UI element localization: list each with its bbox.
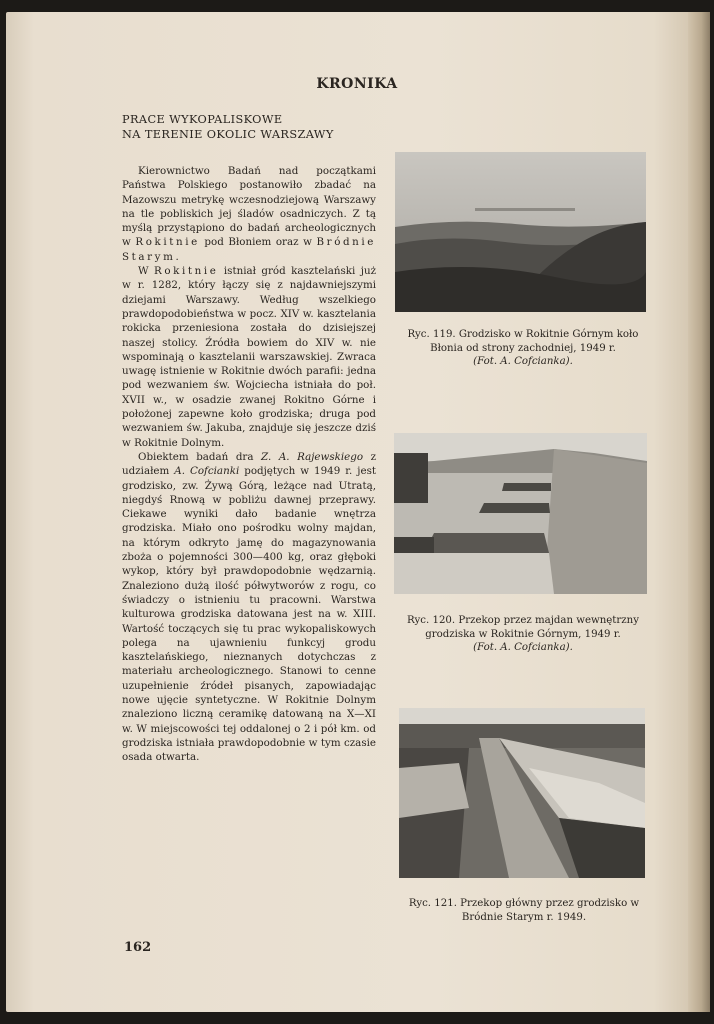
photo-fig-119 (395, 152, 646, 312)
paragraph-1: Kierownictwo Badań nad początkami Państwa Polskiego postanowiło zbadać na Mazowszu metrykę wczesnodziejową Warszawy na tle pobliskich jej śladów osadniczych. Z tą myślą przystąpiono do badań archeologicznych w Rokitnie pod Błoniem oraz w Bródnie Starym. (122, 165, 376, 263)
photo-fig-121 (399, 708, 645, 878)
caption-fig-121: Ryc. 121. Przekop główny przez grodzisko w Bródnie Starym r. 1949. (408, 898, 640, 923)
caption-fig-119: Ryc. 119. Grodzisko w Rokitnie Górnym koło Błonia od strony zachodniej, 1949 r. (Fot. A. Cofcianka). (407, 329, 639, 367)
paragraph-2: W Rokitnie istniał gród kasztelański już w r. 1282, który łączy się z najdawniejszymi dziejami Warszawy. Według wszelkiego prawdopodobieństwa w pocz. XIV w. kasztelania rokicka przeniesiona została do dzisiejszej naszej stolicy. Źródła bowiem do XIV w. nie wspominają o kasztelanii warszawskiej. Zwraca uwagę istnienie w Rokitnie dwóch parafii: jedna pod wezwaniem św. Wojciecha istniała do poł. XVII w., w osadzie zwanej Rokitno Górne i położonej zapewne koło grodziska; druga pod wezwaniem św. Jakuba, znajduje się jeszcze dziś w Rokitnie Dolnym. (122, 265, 377, 449)
page-header: KRONIKA (316, 76, 398, 92)
paragraph-3: Obiektem badań dra Z. A. Rajewskiego z udziałem A. Cofcianki podjętych w 1949 r. jest grodzisko, zw. Żywą Górą, leżące nad Utratą, niegdyś Rnową w pobliżu dawnej przeprawy. Ciekawe wyniki dało badanie wnętrza grodziska. Miało ono pośrodku wolny majdan, na którym odkryto jamę do magazynowania zboża o pojemności 300—400 kg, oraz głęboki wykop, który był prawdopodobnie wędzarnią. Znaleziono dużą ilość półwytworów z rogu, co świadczy o istnieniu tu pracowni. Warstwa kulturowa grodziska datowana jest na w. XIII. Wartość toczących się tu prac wykopaliskowych polega na ujawnieniu funkcyj grodu kasztelańskiego, nieznanych dotychczas z materiału archeologicznego. Stanowi to cenne uzupełnienie źródeł pisanych, zapowiadając nowe ujęcie syntetyczne. W Rokitnie Dolnym znaleziono liczną ceramikę datowaną na X—XI w. W miejscowości tej oddalonej o 2 i pół km. od grodziska istniała prawdopodobnie w tym czasie osada otwarta. (122, 450, 377, 764)
page-number: 162 (124, 940, 152, 955)
caption-fig-120: Ryc. 120. Przekop przez majdan wewnętrzny grodziska w Rokitnie Górnym, 1949 r. (Fot. A. Cofcianka). (407, 615, 639, 653)
photo-fig-120 (394, 433, 647, 594)
book-spine (688, 12, 710, 1012)
article-body (122, 164, 376, 764)
section-title-line-2: NA TERENIE OKOLIC WARSZAWY (122, 128, 334, 141)
section-title-line-1: PRACE WYKOPALISKOWE (122, 113, 283, 126)
section-title (122, 112, 382, 142)
